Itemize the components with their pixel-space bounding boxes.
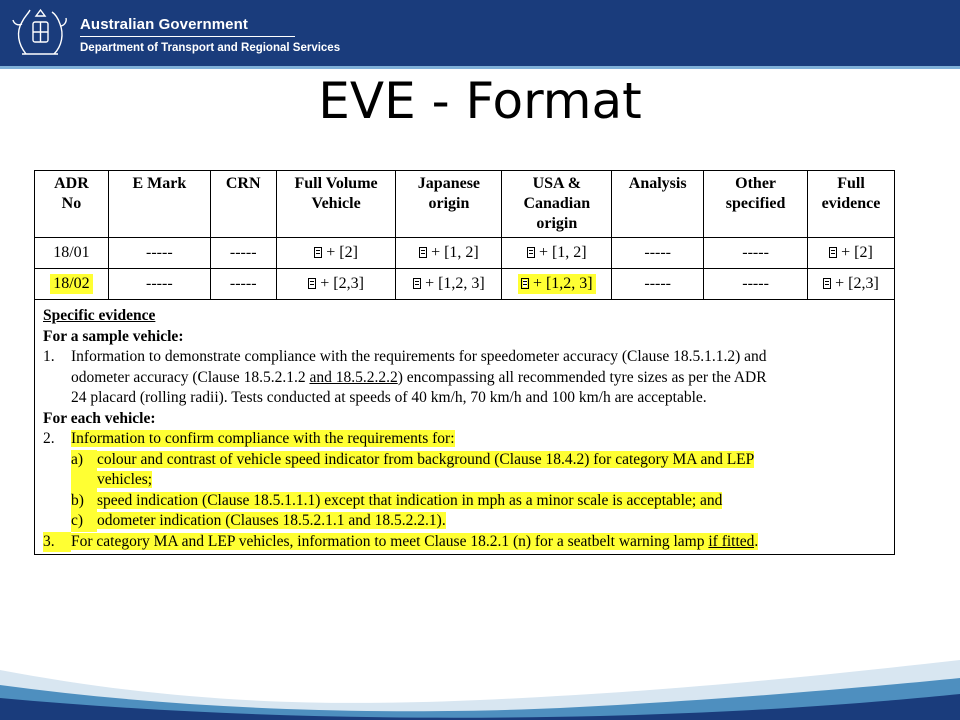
- header-accent-line: [0, 66, 960, 69]
- cell-analysis: -----: [612, 269, 704, 300]
- table-row: [35, 269, 895, 300]
- document-icon: [413, 278, 421, 289]
- cell-other: -----: [704, 238, 808, 269]
- cell-usa-canadian: + [1,2, 3]: [502, 269, 612, 300]
- evidence-item-2a: a) colour and contrast of vehicle speed indicator from background (Clause 18.4.2) for category MA and LEP vehicles;: [43, 450, 886, 491]
- header-japanese-origin: Japanese origin: [396, 171, 502, 238]
- document-icon: [419, 247, 427, 258]
- evidence-item-1: 1. Information to demonstrate compliance with the requirements for speedometer accuracy (Clause 18.5.1.1.2) and odometer accuracy (Clause 18.5.2.1.2 and 18.5.2.2.2) encompassing all recommended tyre sizes as per the ADR 24 placard (rolling radii). Tests conducted at speeds of 40 km/h, 70 km/h and 100 km/h are acceptable.: [43, 348, 767, 406]
- cell-analysis: -----: [612, 238, 704, 269]
- evidence-item-2: 2. Information to confirm compliance with the requirements for:: [43, 430, 455, 447]
- cell-other: -----: [704, 269, 808, 300]
- footer-wave-decoration: [0, 630, 960, 720]
- document-icon: [527, 247, 535, 258]
- cell-crn: -----: [210, 238, 276, 269]
- cell-japanese: + [1, 2]: [396, 238, 502, 269]
- cell-adr: 18/01: [35, 238, 109, 269]
- document-icon: [308, 278, 316, 289]
- table-row: [35, 238, 895, 269]
- header-banner: [0, 0, 960, 66]
- header-usa-canadian-origin: USA & Canadian origin: [502, 171, 612, 238]
- header-crn: CRN: [210, 171, 276, 238]
- coat-of-arms-icon: [8, 4, 72, 60]
- government-name: Australian Government: [80, 16, 248, 33]
- cell-full-evidence: + [2]: [808, 238, 895, 269]
- document-icon: [823, 278, 831, 289]
- evidence-item-2c: c) odometer indication (Clauses 18.5.2.1.1 and 18.5.2.2.1).: [43, 511, 886, 532]
- each-vehicle-heading: For each vehicle:: [43, 409, 156, 427]
- eve-format-table: [34, 170, 895, 555]
- cell-full-volume: + [2]: [276, 238, 396, 269]
- department-name: Department of Transport and Regional Services: [80, 42, 341, 54]
- document-icon: [521, 278, 529, 289]
- header-adr-no: ADR No: [35, 171, 109, 238]
- cell-crn: -----: [210, 269, 276, 300]
- header-other-specified: Other specified: [704, 171, 808, 238]
- sample-vehicle-heading: For a sample vehicle:: [43, 327, 184, 345]
- evidence-item-2b: b) speed indication (Clause 18.5.1.1.1) except that indication in mph as a minor scale is acceptable; and: [43, 491, 886, 512]
- cell-japanese: + [1,2, 3]: [396, 269, 502, 300]
- header-full-evidence: Full evidence: [808, 171, 895, 238]
- document-icon: [829, 247, 837, 258]
- evidence-row: [35, 300, 895, 555]
- document-icon: [314, 247, 322, 258]
- cell-usa-canadian: + [1, 2]: [502, 238, 612, 269]
- header-analysis: Analysis: [612, 171, 704, 238]
- cell-adr: 18/02: [35, 269, 109, 300]
- cell-e-mark: -----: [108, 269, 210, 300]
- evidence-item-3: 3. For category MA and LEP vehicles, information to meet Clause 18.2.1 (n) for a seatbelt warning lamp if fitted.: [43, 532, 886, 553]
- cell-full-volume: + [2,3]: [276, 269, 396, 300]
- page-title: EVE - Format: [318, 72, 642, 130]
- header-divider: [80, 36, 295, 37]
- header-full-volume-vehicle: Full Volume Vehicle: [276, 171, 396, 238]
- header-e-mark: E Mark: [108, 171, 210, 238]
- cell-e-mark: -----: [108, 238, 210, 269]
- cell-full-evidence: + [2,3]: [808, 269, 895, 300]
- evidence-heading: Specific evidence: [43, 307, 156, 324]
- table-header-row: [35, 171, 895, 238]
- specific-evidence-cell: [35, 300, 895, 555]
